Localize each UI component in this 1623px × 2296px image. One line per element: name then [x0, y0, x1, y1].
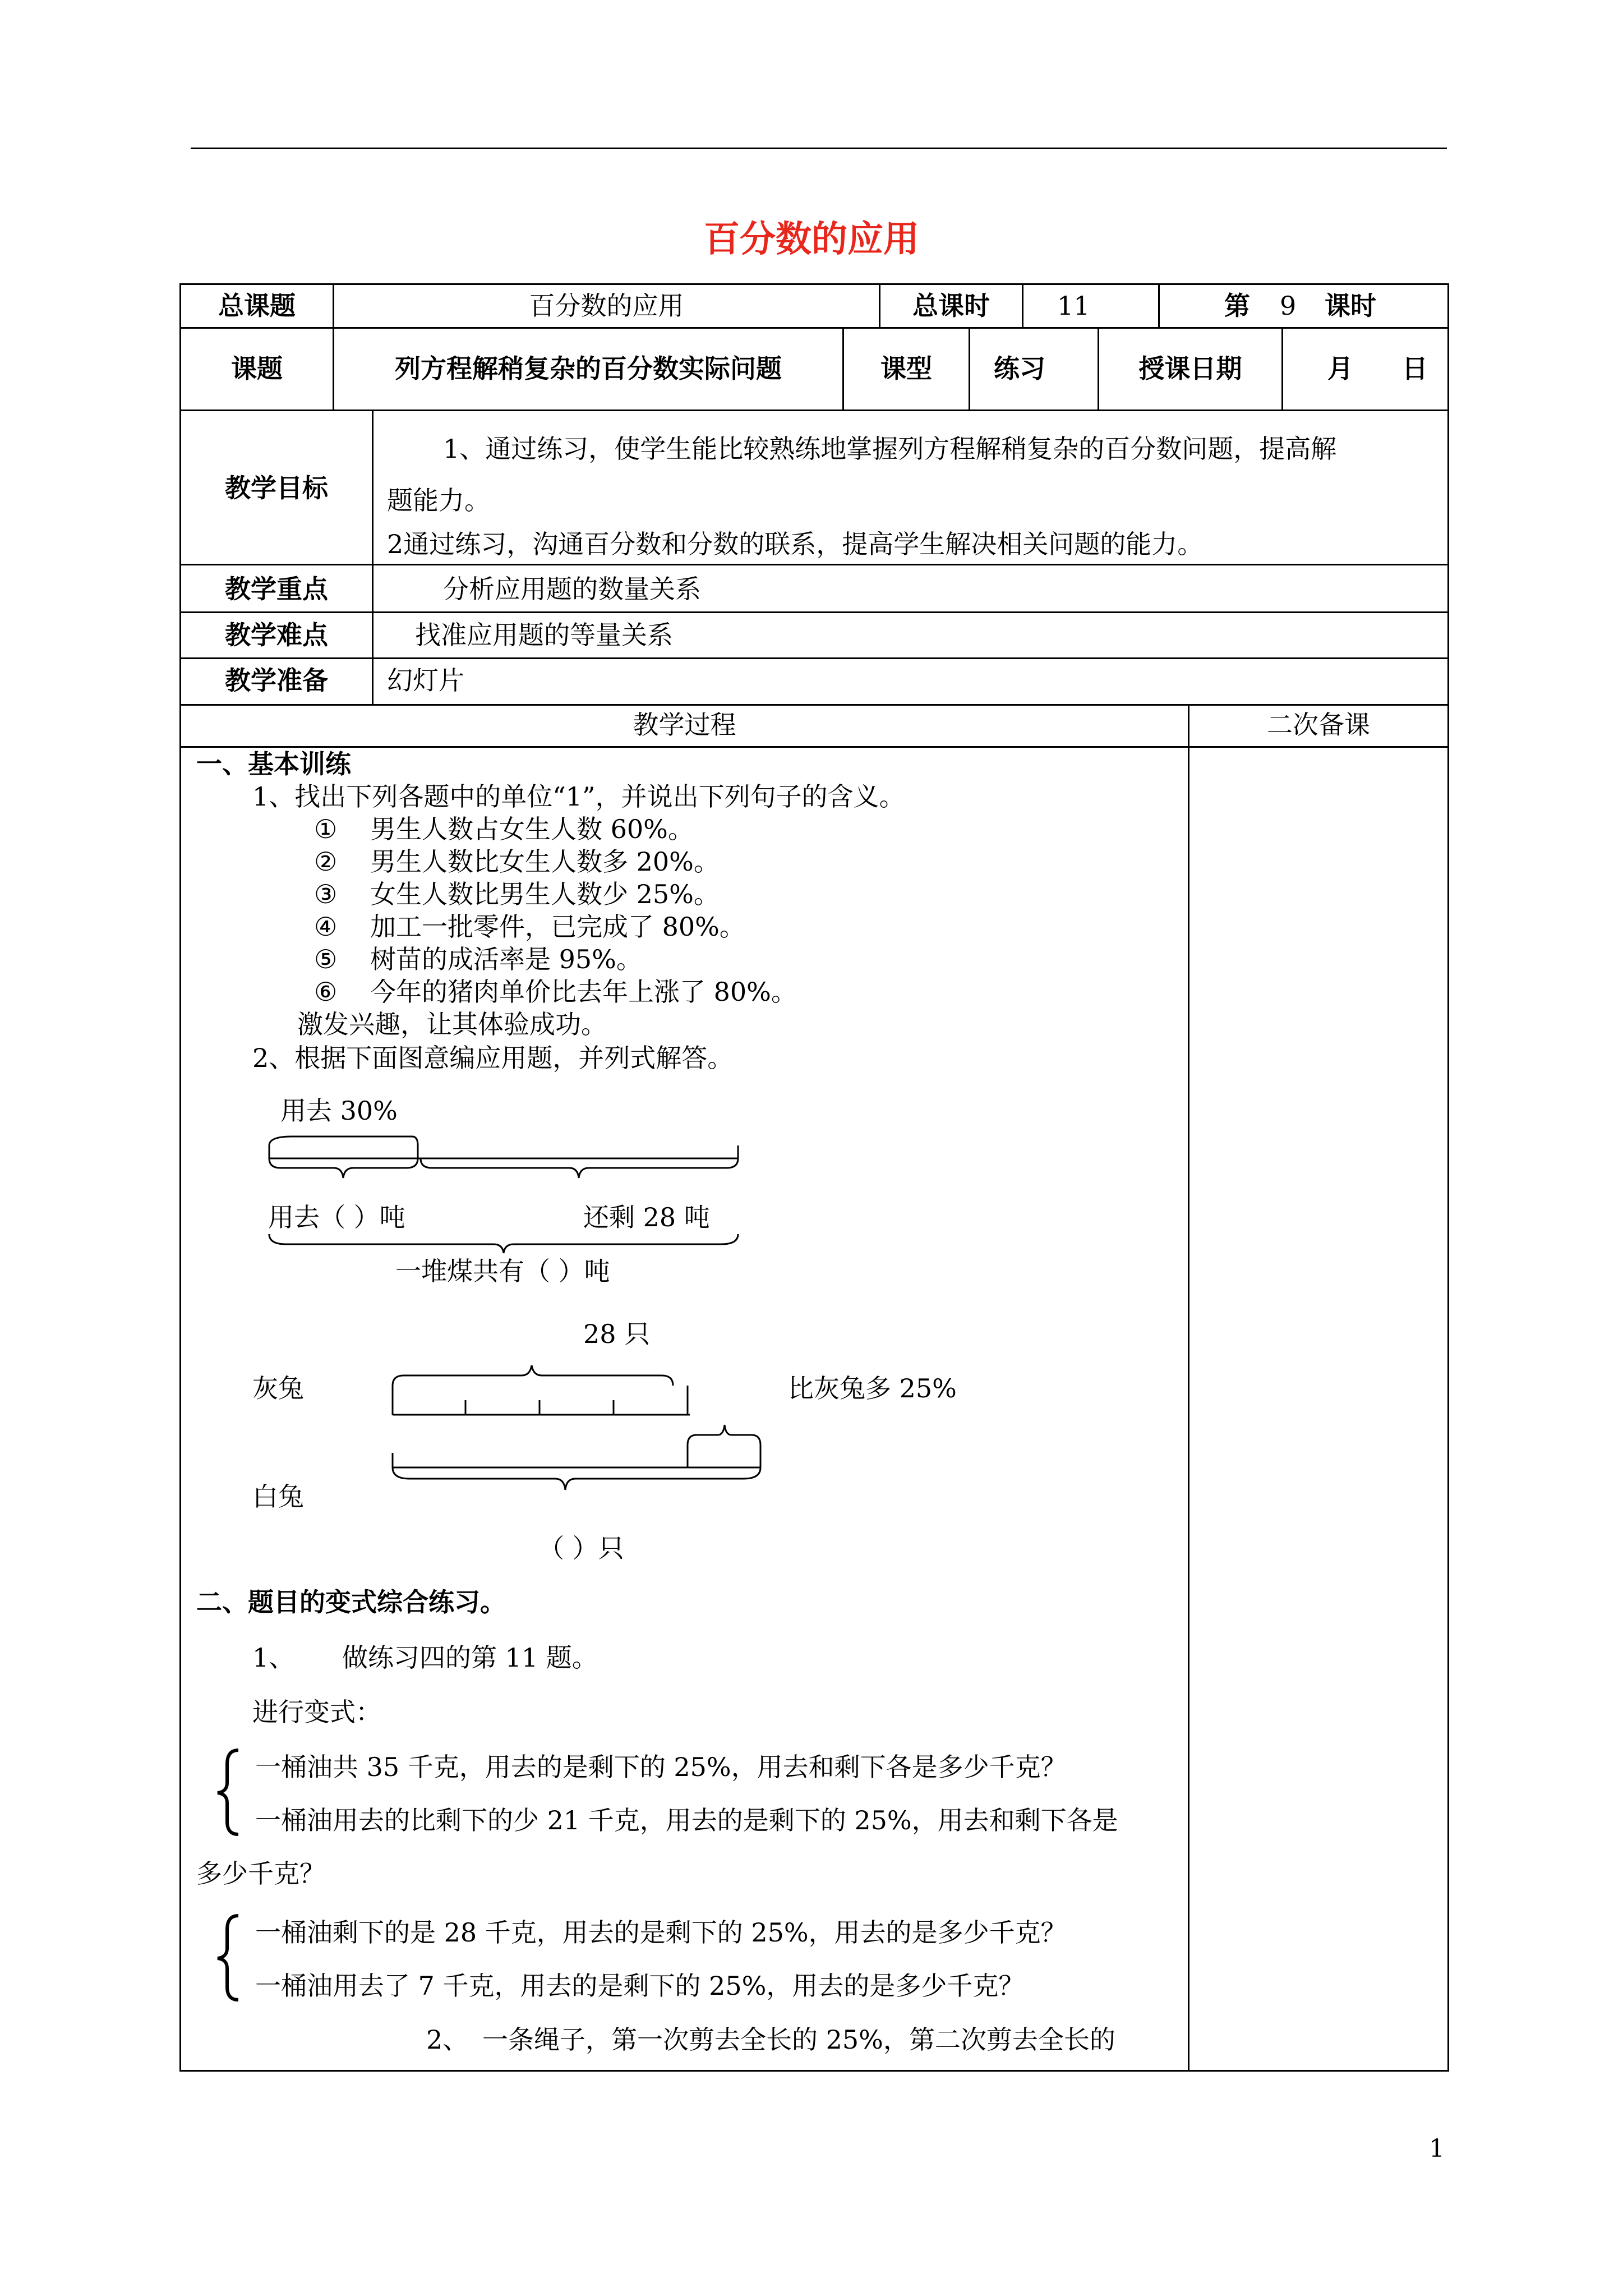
label-date: 授课日期 [1138, 353, 1242, 384]
lesson-number: 9 [1280, 291, 1297, 321]
diagram1-left: 还剩 28 吨 [583, 1202, 710, 1232]
diagram2-more: 比灰兔多 25% [788, 1373, 957, 1404]
item-text-6: 今年的猪肉单价比去年上涨了 80%。 [370, 977, 797, 1007]
label-difficulty: 教学难点 [225, 620, 328, 650]
diagram1-total: 一堆煤共有（ ）吨 [395, 1256, 610, 1286]
item-text-5: 树苗的成活率是 95%。 [370, 944, 642, 974]
section-2-q2: 一条绳子，第一次剪去全长的 25%，第二次剪去全长的 [482, 2024, 1115, 2055]
section-1-title: 一、基本训练 [196, 749, 351, 779]
left-brace-2 [213, 1910, 247, 2005]
label-title: 课题 [231, 353, 283, 384]
section-1-note: 激发兴趣，让其体验成功。 [297, 1009, 607, 1039]
diagram2-grey: 灰兔 [252, 1373, 304, 1404]
total-hours-value: 11 [1057, 291, 1090, 321]
label-focus: 教学重点 [225, 574, 328, 604]
item-num-2: ② [314, 846, 338, 877]
item-text-1: 男生人数占女生人数 60%。 [370, 814, 694, 844]
process-header: 教学过程 [633, 710, 736, 740]
diagram2-bottom: （ ）只 [538, 1533, 624, 1563]
diagram1-used: 用去（ ）吨 [268, 1202, 405, 1232]
page-title: 百分数的应用 [704, 218, 919, 260]
variant-1b: 一桶油用去的比剩下的少 21 千克，用去的是剩下的 25%，用去和剩下各是 [255, 1805, 1118, 1835]
variant-1a: 一桶油共 35 千克，用去的是剩下的 25%，用去和剩下各是多少千克？ [255, 1752, 1067, 1782]
item-num-1: ① [314, 814, 338, 844]
label-goals: 教学目标 [225, 473, 328, 503]
topic-value: 百分数的应用 [529, 291, 684, 321]
left-brace-1 [213, 1745, 247, 1840]
goal-line-3: 2通过练习，沟通百分数和分数的联系，提高学生解决相关问题的能力。 [387, 529, 1204, 559]
date-month: 月 [1327, 353, 1353, 384]
lesson-prefix: 第 [1224, 291, 1250, 321]
item-num-3: ③ [314, 879, 338, 909]
item-text-2: 男生人数比女生人数多 20%。 [370, 846, 720, 877]
second-prep-header: 二次备课 [1267, 710, 1370, 740]
prep-text: 幻灯片 [387, 665, 464, 696]
title-value: 列方程解稍复杂的百分数实际问题 [395, 353, 782, 384]
goal-line-2: 题能力。 [387, 485, 490, 516]
variant-2a: 一桶油剩下的是 28 千克，用去的是剩下的 25%，用去的是多少千克？ [255, 1917, 1067, 1948]
label-topic: 总课题 [218, 291, 296, 321]
lesson-suffix: 课时 [1325, 291, 1376, 321]
section-2-q1: 做练习四的第 11 题。 [342, 1642, 598, 1673]
item-num-4: ④ [314, 912, 338, 942]
diagram2-top: 28 只 [583, 1319, 651, 1349]
page-number: 1 [1429, 2134, 1445, 2163]
focus-text: 分析应用题的数量关系 [443, 574, 701, 604]
section-2-q2-num: 2、 [426, 2024, 469, 2055]
item-text-4: 加工一批零件，已完成了 80%。 [370, 912, 745, 942]
variant-label: 进行变式： [252, 1697, 381, 1727]
item-num-6: ⑥ [314, 977, 338, 1007]
item-num-5: ⑤ [314, 944, 338, 974]
type-value: 练习 [994, 353, 1045, 384]
coal-diagram [258, 1133, 751, 1262]
diagram1-used-pct: 用去 30% [280, 1096, 398, 1126]
section-2-q1-num: 1、 [252, 1642, 295, 1673]
variant-1b-cont: 多少千克？ [196, 1858, 325, 1889]
label-prep: 教学准备 [225, 665, 328, 696]
rabbit-diagram [387, 1363, 768, 1531]
top-rule [191, 148, 1447, 149]
section-2-title: 二、题目的变式综合练习。 [196, 1587, 506, 1617]
difficulty-text: 找准应用题的等量关系 [415, 620, 673, 650]
label-total-hours: 总课时 [912, 291, 990, 321]
diagram2-white: 白兔 [252, 1481, 304, 1512]
date-day: 日 [1402, 353, 1428, 384]
variant-2b: 一桶油用去了 7 千克，用去的是剩下的 25%，用去的是多少千克？ [255, 1971, 1025, 2001]
question-2: 2、根据下面图意编应用题，并列式解答。 [252, 1043, 734, 1073]
question-1: 1、找出下列各题中的单位“1”，并说出下列句子的含义。 [252, 781, 905, 812]
goal-line-1: 1、通过练习，使学生能比较熟练地掌握列方程解稍复杂的百分数问题，提高解 [443, 434, 1337, 464]
label-type: 课型 [880, 353, 932, 384]
item-text-3: 女生人数比男生人数少 25%。 [370, 879, 720, 909]
